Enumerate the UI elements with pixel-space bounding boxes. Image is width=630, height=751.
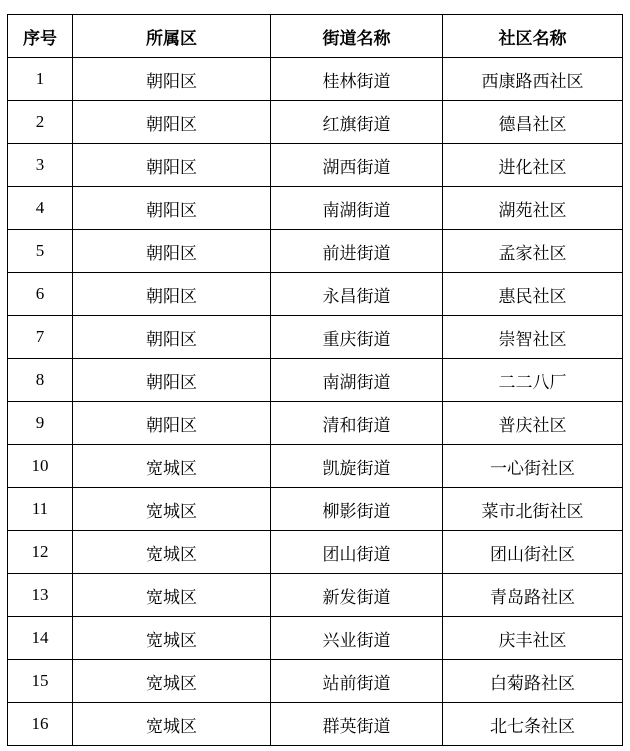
cell-district: 宽城区 (73, 703, 271, 746)
table-row (8, 230, 623, 273)
cell-community-name: 青岛路社区 (443, 574, 623, 617)
cell-district: 朝阳区 (73, 316, 271, 359)
cell-community-name: 崇智社区 (443, 316, 623, 359)
cell-serial-number: 13 (8, 574, 73, 617)
cell-district: 宽城区 (73, 488, 271, 531)
cell-community-name: 西康路西社区 (443, 58, 623, 101)
cell-serial-number: 10 (8, 445, 73, 488)
cell-district: 朝阳区 (73, 359, 271, 402)
cell-serial-number: 3 (8, 144, 73, 187)
cell-street-name: 湖西街道 (271, 144, 443, 187)
cell-street-name: 新发街道 (271, 574, 443, 617)
cell-district: 朝阳区 (73, 187, 271, 230)
header-district: 所属区 (73, 15, 271, 58)
table-row (8, 531, 623, 574)
table-row (8, 574, 623, 617)
table-row (8, 101, 623, 144)
cell-street-name: 南湖街道 (271, 187, 443, 230)
cell-serial-number: 9 (8, 402, 73, 445)
cell-street-name: 团山街道 (271, 531, 443, 574)
cell-district: 朝阳区 (73, 402, 271, 445)
header-street-name: 街道名称 (271, 15, 443, 58)
cell-district: 宽城区 (73, 660, 271, 703)
cell-community-name: 进化社区 (443, 144, 623, 187)
table-body (8, 58, 623, 746)
community-table (7, 14, 623, 746)
cell-serial-number: 7 (8, 316, 73, 359)
cell-district: 宽城区 (73, 445, 271, 488)
cell-community-name: 德昌社区 (443, 101, 623, 144)
cell-street-name: 永昌街道 (271, 273, 443, 316)
cell-street-name: 重庆街道 (271, 316, 443, 359)
table-row (8, 402, 623, 445)
table-row (8, 660, 623, 703)
table-header-row (8, 15, 623, 58)
cell-serial-number: 6 (8, 273, 73, 316)
cell-community-name: 庆丰社区 (443, 617, 623, 660)
cell-street-name: 清和街道 (271, 402, 443, 445)
header-community-name: 社区名称 (443, 15, 623, 58)
cell-street-name: 站前街道 (271, 660, 443, 703)
cell-street-name: 柳影街道 (271, 488, 443, 531)
cell-community-name: 北七条社区 (443, 703, 623, 746)
cell-street-name: 桂林街道 (271, 58, 443, 101)
cell-district: 朝阳区 (73, 58, 271, 101)
document-page (7, 14, 623, 746)
cell-serial-number: 4 (8, 187, 73, 230)
cell-serial-number: 8 (8, 359, 73, 402)
cell-community-name: 普庆社区 (443, 402, 623, 445)
table-row (8, 359, 623, 402)
cell-serial-number: 16 (8, 703, 73, 746)
cell-serial-number: 2 (8, 101, 73, 144)
cell-district: 宽城区 (73, 531, 271, 574)
header-serial-number: 序号 (8, 15, 73, 58)
cell-district: 宽城区 (73, 574, 271, 617)
cell-street-name: 南湖街道 (271, 359, 443, 402)
table-row (8, 445, 623, 488)
cell-community-name: 二二八厂 (443, 359, 623, 402)
cell-community-name: 一心街社区 (443, 445, 623, 488)
cell-community-name: 菜市北街社区 (443, 488, 623, 531)
cell-serial-number: 11 (8, 488, 73, 531)
table-row (8, 316, 623, 359)
cell-serial-number: 14 (8, 617, 73, 660)
cell-district: 朝阳区 (73, 273, 271, 316)
table-row (8, 144, 623, 187)
cell-community-name: 白菊路社区 (443, 660, 623, 703)
cell-street-name: 前进街道 (271, 230, 443, 273)
table-row (8, 58, 623, 101)
cell-district: 朝阳区 (73, 144, 271, 187)
cell-street-name: 红旗街道 (271, 101, 443, 144)
cell-community-name: 湖苑社区 (443, 187, 623, 230)
cell-street-name: 群英街道 (271, 703, 443, 746)
table-row (8, 703, 623, 746)
cell-community-name: 团山街社区 (443, 531, 623, 574)
cell-street-name: 凯旋街道 (271, 445, 443, 488)
cell-district: 朝阳区 (73, 230, 271, 273)
cell-district: 朝阳区 (73, 101, 271, 144)
table-row (8, 273, 623, 316)
cell-community-name: 惠民社区 (443, 273, 623, 316)
table-row (8, 488, 623, 531)
cell-street-name: 兴业街道 (271, 617, 443, 660)
table-row (8, 617, 623, 660)
table-row (8, 187, 623, 230)
cell-serial-number: 15 (8, 660, 73, 703)
cell-serial-number: 5 (8, 230, 73, 273)
cell-serial-number: 12 (8, 531, 73, 574)
cell-serial-number: 1 (8, 58, 73, 101)
cell-district: 宽城区 (73, 617, 271, 660)
cell-community-name: 孟家社区 (443, 230, 623, 273)
